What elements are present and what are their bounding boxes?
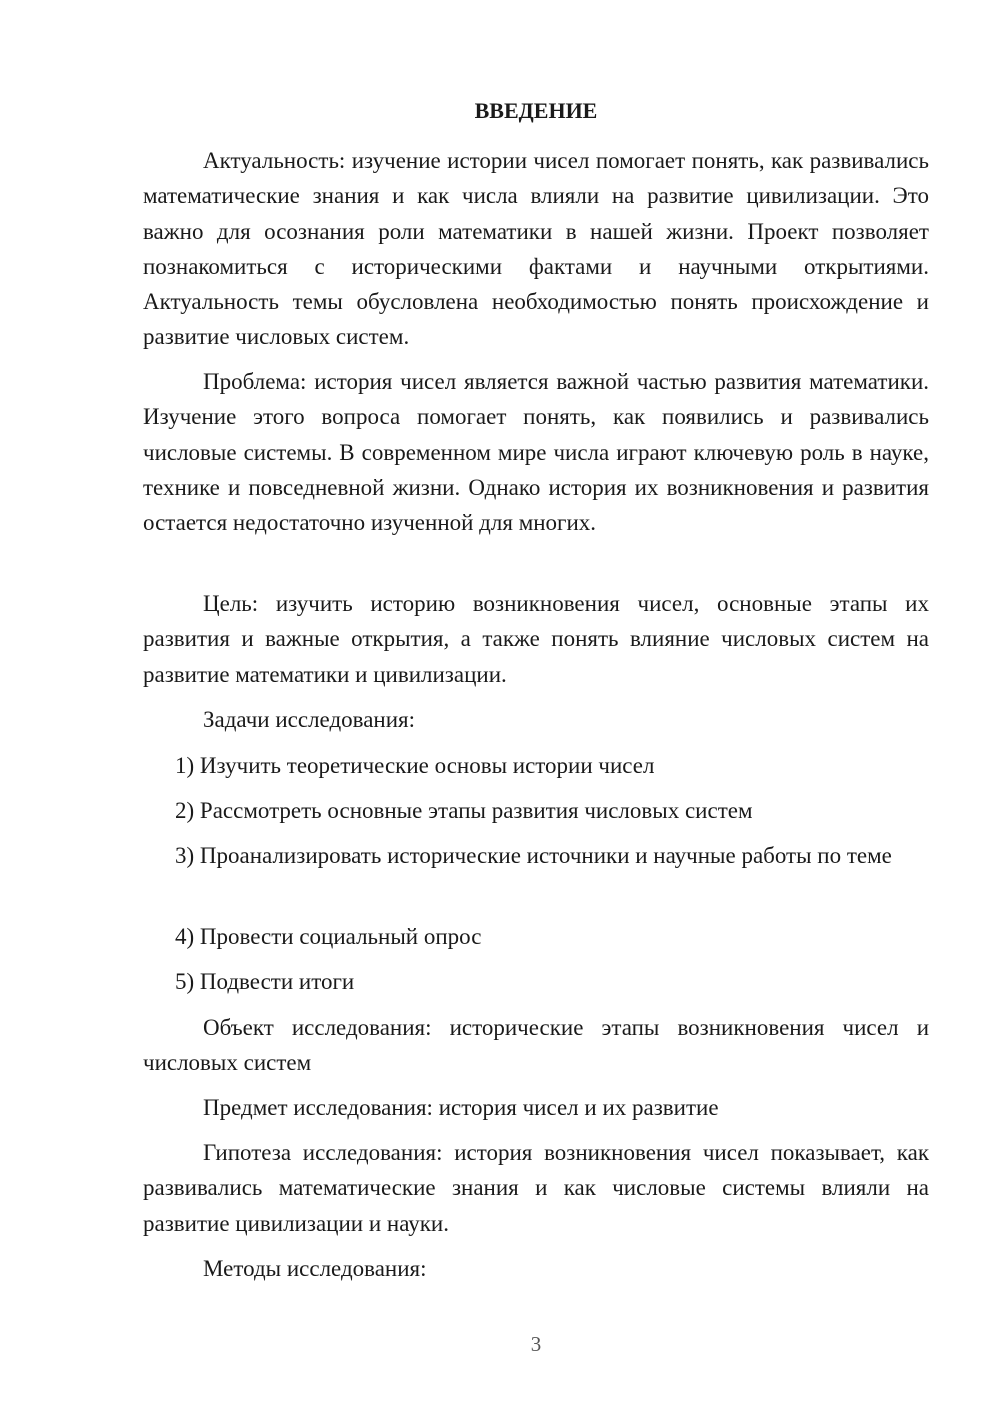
task-item-3: 3) Проанализировать исторические источники и научные работы по теме (175, 843, 892, 868)
task-item-4: 4) Провести социальный опрос (175, 924, 482, 949)
paragraph-hypothesis: Гипотеза исследования: история возникновения чисел показывает, как развивались математические знания и как числовые системы влияли на развитие цивилизации и науки. (143, 1140, 929, 1236)
page-number: 3 (530, 1332, 542, 1356)
task-item-1: 1) Изучить теоретические основы истории чисел (175, 753, 655, 778)
methods-title: Методы исследования: (203, 1256, 427, 1281)
paragraph-goal: Цель: изучить историю возникновения чисел, основные этапы их развития и важные открытия, а также понять влияние числовых систем на развитие математики и цивилизации. (143, 591, 929, 687)
paragraph-problem: Проблема: история чисел является важной частью развития математики. Изучение этого вопроса помогает понять, как появились и развивались числовые системы. В современном мире числа играют ключевую роль в науке, технике и повседневной жизни. Однако история их возникновения и развития остается недостаточно изученной для многих. (143, 369, 929, 536)
paragraph-object: Объект исследования: исторические этапы возникновения чисел и числовых систем (143, 1015, 929, 1076)
paragraph-subject: Предмет исследования: история чисел и их развитие (203, 1095, 719, 1120)
tasks-title: Задачи исследования: (203, 707, 416, 732)
task-item-2: 2) Рассмотреть основные этапы развития числовых систем (175, 798, 753, 823)
paragraph-relevance: Актуальность: изучение истории чисел помогает понять, как развивались математические знания и как числа влияли на развитие цивилизации. Это важно для осознания роли математики в нашей жизни. Проект позволяет познакомиться с историческими фактами и научными открытиями. Актуальность темы обусловлена необходимостью понять происхождение и развитие числовых систем. (143, 148, 929, 350)
section-heading: ВВЕДЕНИЕ (474, 98, 598, 123)
task-item-5: 5) Подвести итоги (175, 969, 355, 994)
